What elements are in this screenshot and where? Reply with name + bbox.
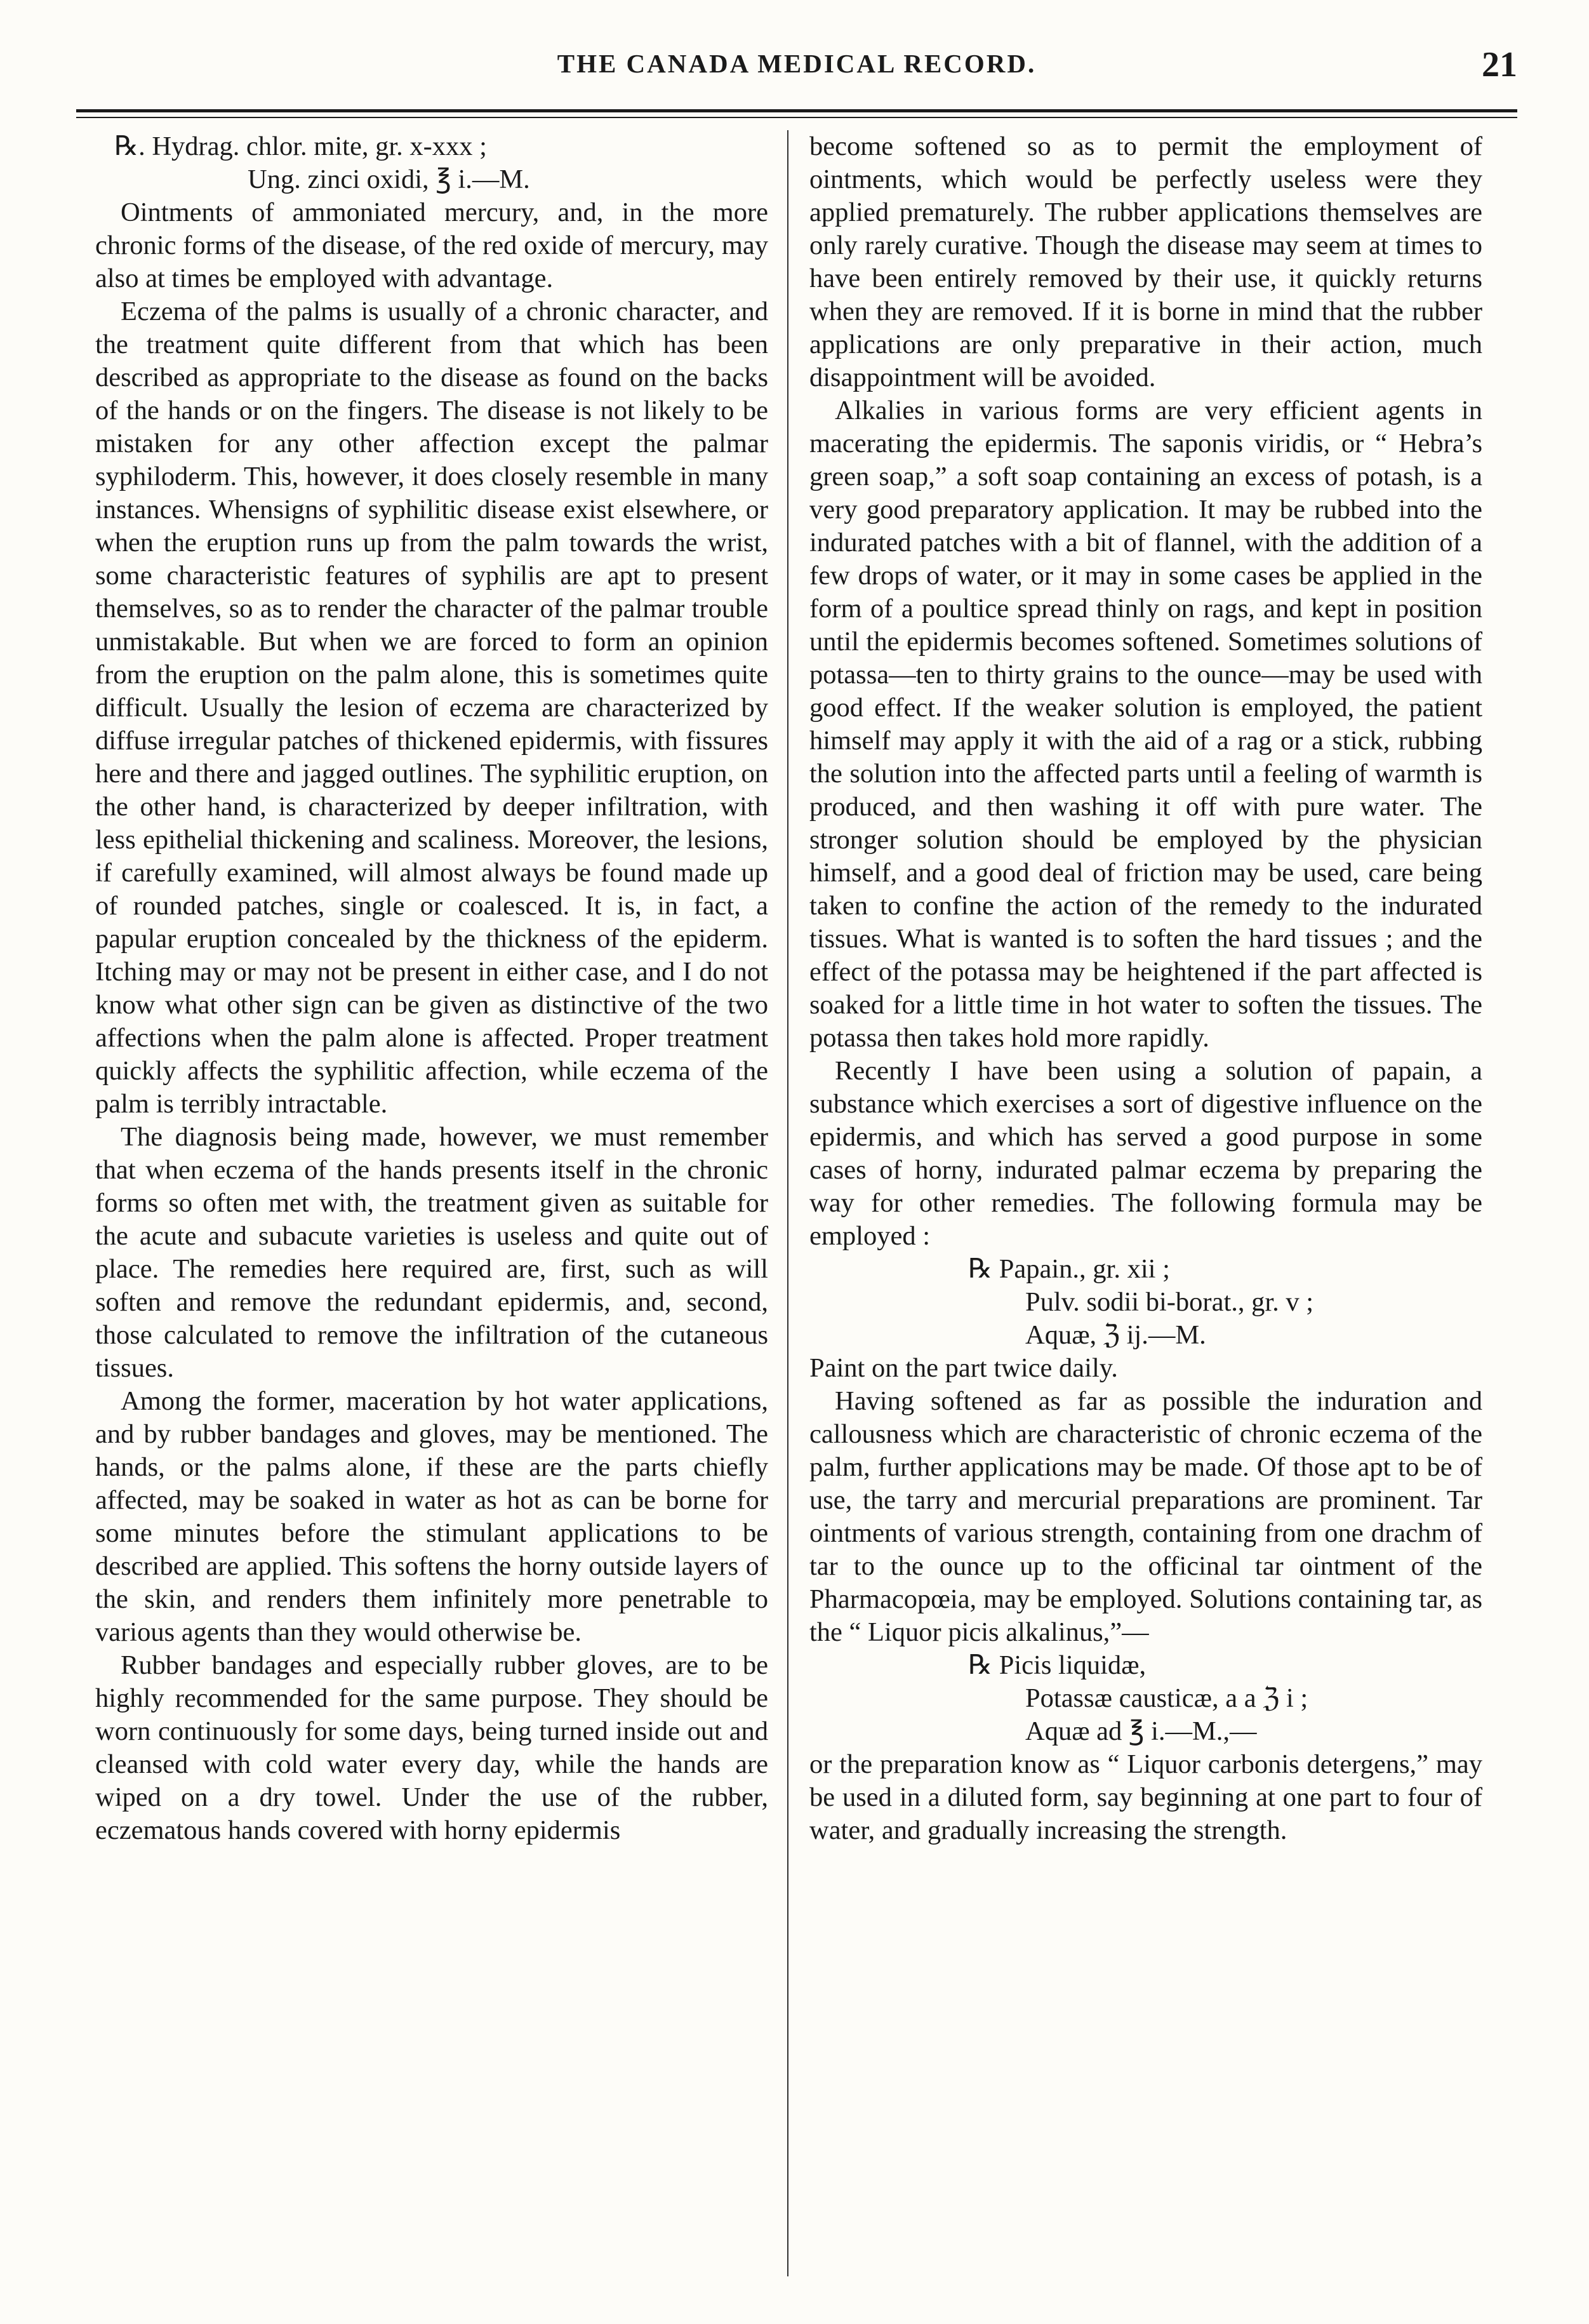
prescription-line: Potassæ causticæ, a a ℨ i ; <box>1025 1683 1308 1713</box>
paragraph: Ointments of ammoniated mercury, and, in the more chronic forms of the disease, of the red oxide of mercury, may also at times be employed with advantage. <box>95 197 768 293</box>
right-column <box>809 130 1482 2270</box>
header-rule-thick <box>76 109 1517 112</box>
prescription-line: Ung. zinci oxidi, ℥ i.—M. <box>248 164 530 194</box>
prescription-line: ℞ Picis liquidæ, <box>968 1650 1147 1680</box>
prescription-line: Pulv. sodii bi-borat., gr. v ; <box>1025 1287 1314 1317</box>
paragraph: or the preparation know as “ Liquor carbonis detergens,” may be used in a diluted form, say beginning at one part to four of water, and gradually increasing the strength. <box>809 1749 1482 1845</box>
paragraph: Having softened as far as possible the induration and callousness which are characteristic of chronic eczema of the palm, further applications may be made. Of those apt to be of use, the tarry and mercurial preparations are prominent. Tar ointments of various strength, containing from one drachm of tar to the ounce up to the officinal tar ointment of the Pharmacopœia, may be employed. Solutions containing tar, as the “ Liquor picis alkalinus,”— <box>809 1386 1482 1647</box>
paragraph: Paint on the part twice daily. <box>809 1353 1118 1383</box>
paragraph: Recently I have been using a solution of papain, a substance which exercises a sort of digestive influence on the epidermis, and which has served a good purpose in some cases of horny, indurated palmar eczema by preparing the way for other remedies. The following formula may be employed : <box>809 1056 1482 1251</box>
prescription-line: ℞ Papain., gr. xii ; <box>968 1254 1170 1284</box>
left-column <box>95 130 768 2270</box>
page-header <box>76 44 1517 102</box>
prescription-line: ℞. Hydrag. chlor. mite, gr. x-xxx ; <box>114 131 487 161</box>
column-divider <box>787 130 788 2276</box>
paragraph: Among the former, maceration by hot water applications, and by rubber bandages and gloves, may be mentioned. The hands, or the palms alone, if these are the parts chiefly affected, may be soaked in water as hot as can be borne for some minutes before the stimulant applications to be described are applied. This softens the horny outside layers of the skin, and renders them infinitely more penetrable to various agents than they would otherwise be. <box>95 1386 768 1647</box>
header-rule-thin <box>76 117 1517 118</box>
paragraph: Alkalies in various forms are very efficient agents in macerating the epidermis. The saponis viridis, or “ Hebra’s green soap,” a soft soap containing an excess of potash, is a very good preparatory application. It may be rubbed into the indurated patches with a bit of flannel, with the addition of a few drops of water, or it may in some cases be applied in the form of a poultice spread thinly on rags, and kept in position until the epidermis becomes softened. Sometimes solutions of potassa—ten to thirty grains to the ounce—may be used with good effect. If the weaker solution is employed, the patient himself may apply it with the aid of a rag or a stick, rubbing the solution into the affected parts until a feeling of warmth is produced, and then washing it off with pure water. The stronger solution should be employed by the physician himself, and a good deal of friction may be used, care being taken to confine the action of the remedy to the indurated tissues. What is wanted is to soften the hard tissues ; and the effect of the potassa may be heightened if the part affected is soaked for a little time in hot water to soften the tissues. The potassa then takes hold more rapidly. <box>809 396 1482 1053</box>
paragraph: Rubber bandages and especially rubber gloves, are to be highly recommended for the same purpose. They should be worn continuously for some days, being turned inside out and cleansed with cold water every day, while the hands are wiped on a dry towel. Under the use of the rubber, eczematous hands covered with horny epidermis <box>95 1650 768 1845</box>
prescription-line: Aquæ ad ℥ i.—M.,— <box>1025 1716 1257 1746</box>
prescription-line: Aquæ, ℨ ij.—M. <box>1025 1320 1206 1350</box>
paragraph: Eczema of the palms is usually of a chronic character, and the treatment quite different from that which has been described as appropriate to the disease as found on the backs of the hands or on the fingers. The disease is not likely to be mistaken for any other affection except the palmar syphiloderm. This, however, it does closely resemble in many instances. Whensigns of syphilitic disease exist elsewhere, or when the eruption runs up from the palm towards the wrist, some characteristic features of syphilis are apt to present themselves, so as to render the character of the palmar trouble unmistakable. But when we are forced to form an opinion from the eruption on the palm alone, this is sometimes quite difficult. Usually the lesion of eczema are characterized by diffuse irregular patches of thickened epidermis, with fissures here and there and jagged outlines. The syphilitic eruption, on the other hand, is characterized by deeper infiltration, with less epithelial thickening and scaliness. Moreover, the lesions, if carefully examined, will almost always be found made up of rounded patches, single or coalesced. It is, in fact, a papular eruption concealed by the thickness of the epiderm. Itching may or may not be present in either case, and I do not know what other sign can be given as distinctive of the two affections when the palm alone is affected. Proper treatment quickly affects the syphilitic affection, while eczema of the palm is terribly intractable. <box>95 297 768 1119</box>
paragraph-continued: become softened so as to permit the employment of ointments, which would be perfectly useless were they applied prematurely. The rubber applications themselves are only rarely curative. Though the disease may seem at times to have been entirely removed by their use, it quickly returns when they are removed. If it is borne in mind that the rubber applications are only preparative in their action, much disappointment will be avoided. <box>809 131 1482 392</box>
page-number: 21 <box>1482 45 1517 84</box>
running-title: THE CANADA MEDICAL RECORD. <box>557 49 1037 78</box>
paragraph: The diagnosis being made, however, we must remember that when eczema of the hands presents itself in the chronic forms so often met with, the treatment given as suitable for the acute and subacute varieties is useless and quite out of place. The remedies here required are, first, such as will soften and remove the redundant epidermis, and, second, those calculated to remove the infiltration of the cutaneous tissues. <box>95 1122 768 1383</box>
